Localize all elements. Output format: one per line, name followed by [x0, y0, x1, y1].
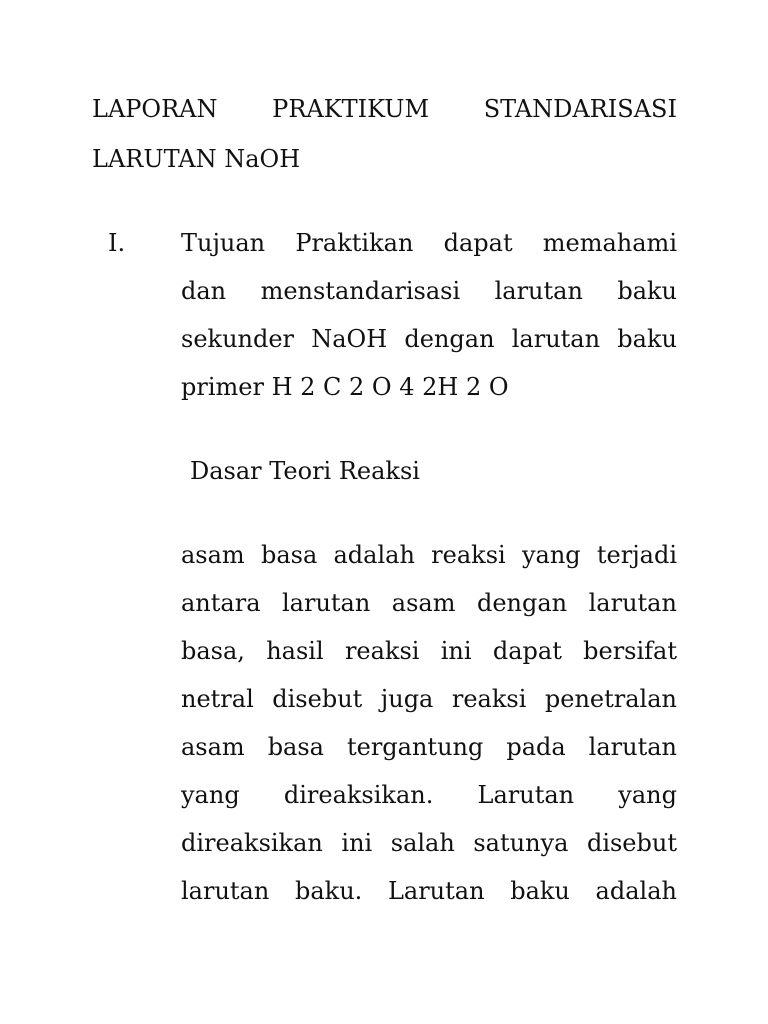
word: dapat: [492, 637, 562, 665]
word: adalah: [333, 541, 415, 569]
body-line-3: [181, 636, 677, 666]
body-line-1: [181, 540, 677, 570]
word: menstandarisasi: [260, 277, 461, 305]
word: bersifat: [583, 637, 677, 665]
word: Larutan: [477, 781, 575, 809]
word: Larutan: [387, 877, 485, 905]
word: dan: [181, 277, 227, 305]
word: direaksikan: [181, 829, 323, 857]
word: disebut: [586, 829, 677, 857]
word: salah: [390, 829, 455, 857]
word: reaksi: [451, 685, 527, 713]
title-line-1: [92, 94, 677, 124]
word: hasil: [266, 637, 324, 665]
word: NaOH: [311, 325, 388, 353]
body-line-2: [181, 588, 677, 618]
section-number: I.: [108, 229, 126, 257]
word: asam: [181, 541, 245, 569]
word: antara: [181, 589, 261, 617]
word: terjadi: [596, 541, 677, 569]
word: larutan: [588, 589, 677, 617]
word: memahami: [542, 229, 677, 257]
word: larutan: [281, 589, 371, 617]
word: reaksi: [344, 637, 420, 665]
tujuan-line-2: [181, 276, 677, 306]
body-line-5: [181, 732, 677, 762]
word: dengan: [476, 589, 568, 617]
word: yang: [181, 781, 240, 809]
word: adalah: [595, 877, 677, 905]
tujuan-line-1: [181, 228, 677, 258]
word: basa: [260, 541, 318, 569]
word: ini: [440, 637, 472, 665]
word: Tujuan: [181, 229, 266, 257]
word: dengan: [404, 325, 495, 353]
word: netral: [181, 685, 254, 713]
word: sekunder: [181, 325, 295, 353]
word: larutan: [181, 877, 270, 905]
word: larutan: [494, 277, 583, 305]
body-line-6: [181, 780, 677, 810]
title-word: STANDARISASI: [483, 95, 677, 123]
word: baku: [510, 877, 570, 905]
body-line-8: [181, 876, 677, 906]
word: direaksikan.: [283, 781, 434, 809]
word: tergantung: [346, 733, 484, 761]
word: larutan: [588, 733, 677, 761]
word: satunya: [473, 829, 569, 857]
word: pada: [506, 733, 566, 761]
word: Praktikan: [295, 229, 414, 257]
word: yang: [521, 541, 581, 569]
word: baku: [617, 277, 677, 305]
word: baku: [617, 325, 677, 353]
body-line-4: [181, 684, 677, 714]
dasar-teori-heading: Dasar Teori Reaksi: [190, 457, 420, 485]
word: larutan: [511, 325, 601, 353]
word: juga: [380, 685, 434, 713]
tujuan-line-4: primer H 2 C 2 O 4 2H 2 O: [181, 373, 509, 401]
word: asam: [181, 733, 245, 761]
word: yang: [618, 781, 677, 809]
word: ini: [341, 829, 373, 857]
word: basa: [267, 733, 324, 761]
title-word: LAPORAN: [92, 95, 218, 123]
title-word: PRAKTIKUM: [272, 95, 430, 123]
word: disebut: [272, 685, 363, 713]
title-line-2: LARUTAN NaOH: [92, 145, 301, 173]
word: basa,: [181, 637, 245, 665]
word: asam: [391, 589, 456, 617]
tujuan-line-3: [181, 324, 677, 354]
word: penetralan: [544, 685, 677, 713]
word: dapat: [443, 229, 513, 257]
word: baku.: [294, 877, 363, 905]
word: reaksi: [431, 541, 506, 569]
body-line-7: [181, 828, 677, 858]
